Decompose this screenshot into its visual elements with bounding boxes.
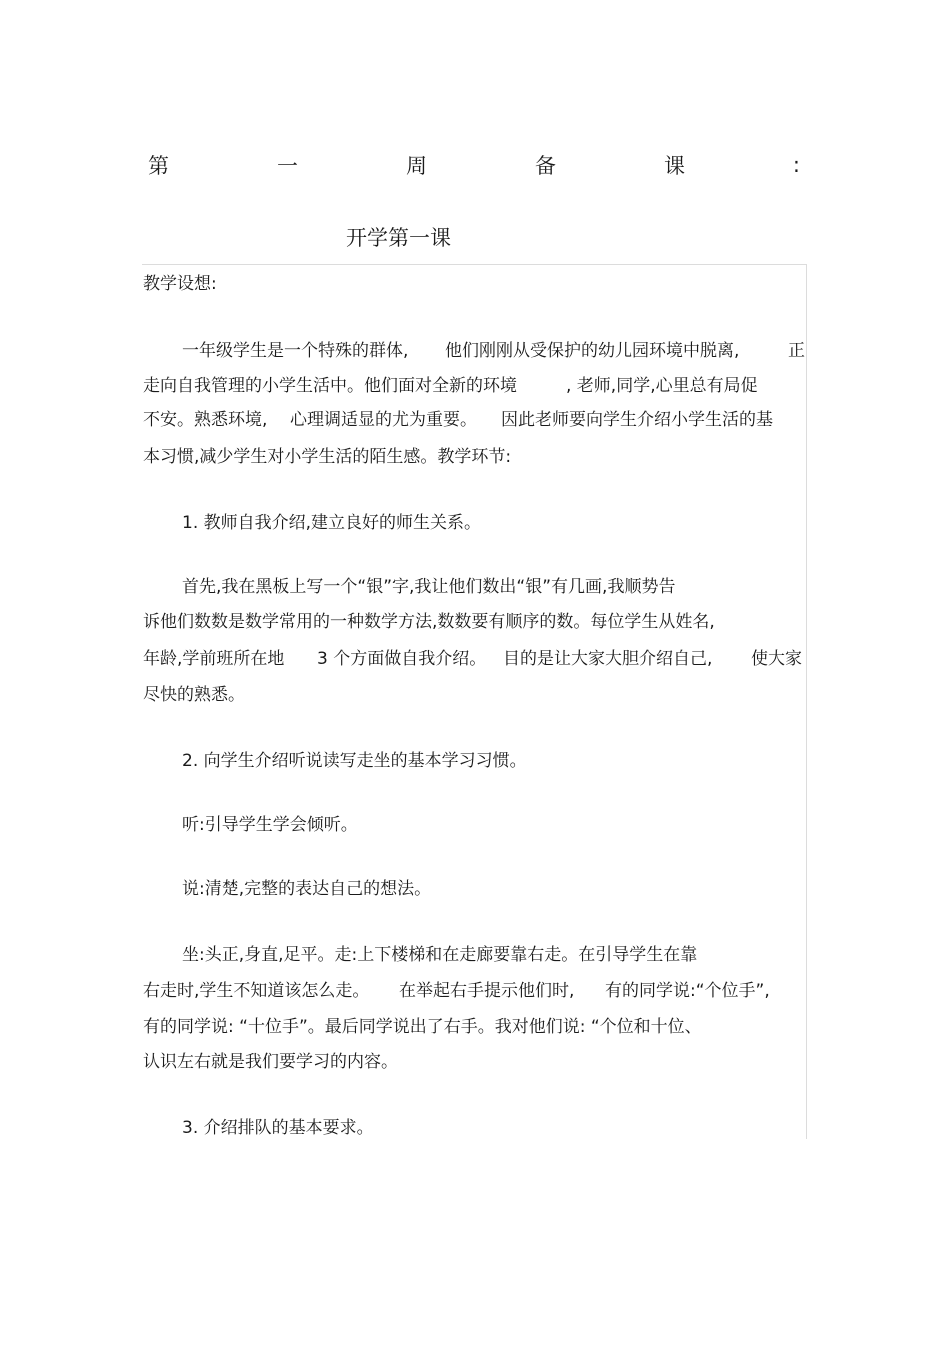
step-heading: 2. 向学生介绍听说读写走坐的基本学习习惯。 — [182, 751, 527, 771]
paragraph-line: 因此老师要向学生介绍小学生活的基 — [501, 410, 773, 430]
paragraph-line: 说:清楚,完整的表达自己的想法。 — [182, 879, 432, 899]
paragraph-line: 3 个方面做自我介绍。 — [317, 649, 487, 669]
paragraph-line: 尽快的熟悉。 — [143, 685, 245, 705]
title-char: 一 — [276, 154, 298, 178]
paragraph-line: 认识左右就是我们要学习的内容。 — [143, 1052, 398, 1072]
paragraph-line: 年龄,学前班所在地 — [143, 649, 285, 669]
paragraph-line: 目的是让大家大胆介绍自己, — [503, 649, 713, 669]
paragraph-line: 正 — [788, 341, 805, 361]
paragraph-line: 有的同学说:“个位手”, — [605, 981, 770, 1001]
paragraph-line: 心理调适显的尤为重要。 — [290, 410, 477, 430]
document-title — [148, 148, 800, 182]
title-char: 周 — [405, 154, 427, 178]
paragraph-line: 一年级学生是一个特殊的群体, — [182, 341, 409, 361]
paragraph-line: 本习惯,减少学生对小学生活的陌生感。教学环节: — [143, 447, 512, 467]
step-heading: 3. 介绍排队的基本要求。 — [182, 1118, 374, 1138]
paragraph-line: 首先,我在黑板上写一个“银”字,我让他们数出“银”有几画,我顺势告 — [182, 577, 676, 597]
paragraph-line: , 老师,同学,心里总有局促 — [566, 376, 758, 396]
paragraph-line: 诉他们数数是数学常用的一种数学方法,数数要有顺序的数。每位学生从姓名, — [143, 612, 715, 632]
paragraph-line: 坐:头正,身直,足平。走:上下楼梯和在走廊要靠右走。在引导学生在靠 — [182, 945, 698, 965]
paragraph-line: 右走时,学生不知道该怎么走。 — [143, 981, 370, 1001]
title-char: 课 — [663, 154, 685, 178]
paragraph-line: 听:引导学生学会倾听。 — [182, 815, 358, 835]
title-char: 第 — [148, 154, 169, 178]
paragraph-line: 使大家 — [751, 649, 802, 669]
paragraph-line: 走向自我管理的小学生活中。他们面对全新的环境 — [143, 376, 517, 396]
paragraph-line: 不安。熟悉环境, — [143, 410, 268, 430]
paragraph-line: 他们刚刚从受保护的幼儿园环境中脱离, — [445, 341, 740, 361]
title-char: : — [792, 153, 800, 177]
paragraph-line: 有的同学说: “十位手”。最后同学说出了右手。我对他们说: “个位和十位、 — [143, 1017, 702, 1037]
title-char: 备 — [534, 154, 556, 178]
step-heading: 1. 教师自我介绍,建立良好的师生关系。 — [182, 513, 482, 533]
lesson-subtitle: 开学第一课 — [346, 226, 451, 250]
section-label: 教学设想: — [143, 274, 217, 294]
paragraph-line: 在举起右手提示他们时, — [399, 981, 575, 1001]
